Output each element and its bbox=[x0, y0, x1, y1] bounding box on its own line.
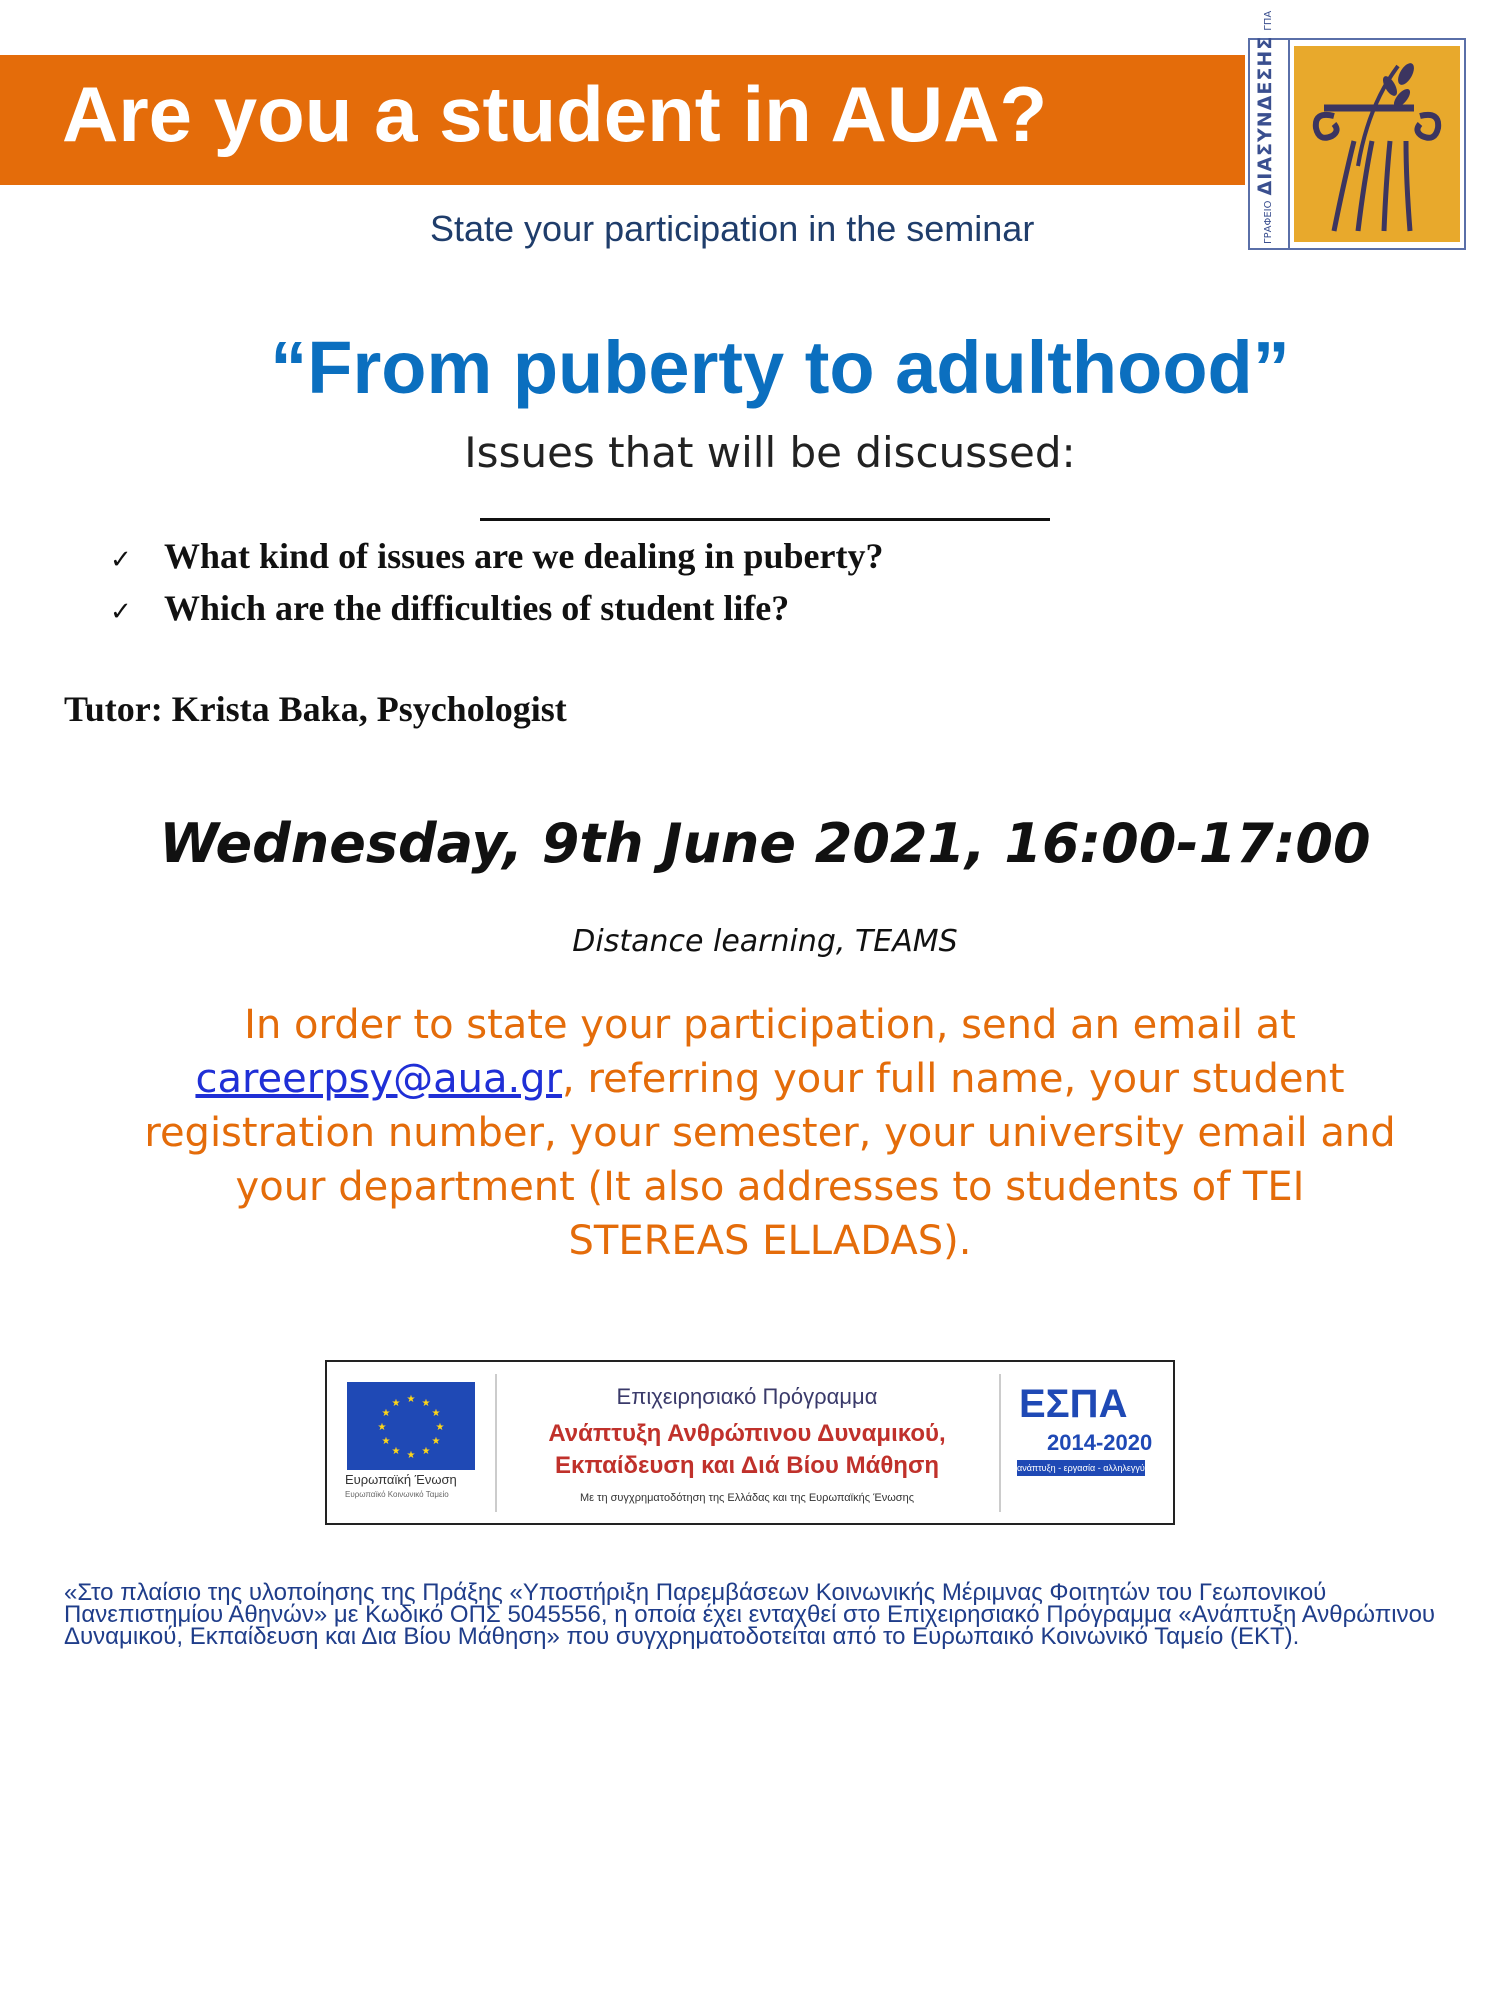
svg-text:★: ★ bbox=[406, 1394, 416, 1405]
svg-text:★: ★ bbox=[381, 1436, 391, 1447]
heading-underline bbox=[480, 518, 1050, 521]
ionic-column-svg bbox=[1294, 46, 1460, 242]
seminar-title: “From puberty to adulthood” bbox=[270, 326, 1290, 409]
eu-label: Ευρωπαϊκή Ένωση bbox=[345, 1472, 457, 1487]
logo-small-bottom-text: ΓΠΑ bbox=[1263, 10, 1274, 31]
svg-text:★: ★ bbox=[381, 1408, 391, 1419]
op-name: Ανάπτυξη Ανθρώπινου Δυναμικού, Εκπαίδευση και Διά Βίου Μάθηση bbox=[548, 1420, 946, 1479]
logo-vertical-text: ΔΙΑΣΥΝΔΕΣΗΣ bbox=[1254, 35, 1276, 196]
svg-text:★: ★ bbox=[391, 1398, 401, 1409]
instructions-end: , referring your full name, your student registration number, your semester, your university email and your department (It also addresses to students of TEI STEREAS ELLADAS). bbox=[144, 1056, 1396, 1264]
issue-text: What kind of issues are we dealing in puberty? bbox=[164, 536, 884, 576]
funding-banner bbox=[325, 1360, 1175, 1525]
tutor-line: Tutor: Krista Baka, Psychologist bbox=[64, 689, 567, 729]
svg-text:★: ★ bbox=[435, 1422, 445, 1433]
svg-text:★: ★ bbox=[421, 1398, 431, 1409]
issues-heading: Issues that will be discussed: bbox=[464, 428, 1076, 477]
eu-flag-icon bbox=[347, 1382, 475, 1470]
event-datetime: Wednesday, 9th June 2021, 16:00-17:00 bbox=[159, 812, 1371, 875]
check-icon: ✓ bbox=[110, 597, 132, 627]
espa-years: 2014-2020 bbox=[1047, 1430, 1153, 1455]
svg-text:★: ★ bbox=[421, 1446, 431, 1457]
event-location: Distance learning, TEAMS bbox=[572, 924, 958, 959]
eu-sublabel: Ευρωπαϊκό Κοινωνικό Ταμείο bbox=[345, 1490, 449, 1499]
svg-text:★: ★ bbox=[431, 1436, 441, 1447]
divider bbox=[999, 1374, 1001, 1512]
svg-text:★: ★ bbox=[431, 1408, 441, 1419]
career-office-logo bbox=[1248, 10, 1466, 250]
svg-text:★: ★ bbox=[406, 1450, 416, 1461]
page-subtitle: State your participation in the seminar bbox=[430, 208, 1035, 249]
issue-text: Which are the difficulties of student life? bbox=[164, 588, 790, 628]
page-title: Are you a student in AUA? bbox=[62, 70, 1048, 158]
participation-instructions bbox=[140, 998, 1400, 1268]
instructions-start: In order to state your participation, send an email at bbox=[244, 1002, 1296, 1048]
list-item bbox=[110, 582, 883, 634]
op-note: Με τη συγχρηματοδότηση της Ελλάδας και της Ευρωπαϊκής Ένωσης bbox=[579, 1492, 915, 1504]
svg-text:★: ★ bbox=[377, 1422, 387, 1433]
check-icon: ✓ bbox=[110, 545, 132, 575]
ionic-column-icon bbox=[1294, 46, 1460, 242]
op-title: Επιχειρησιακό Πρόγραμμα bbox=[616, 1384, 878, 1409]
espa-tagline: ανάπτυξη - εργασία - αλληλεγγύη bbox=[1017, 1460, 1145, 1476]
eu-stars-svg bbox=[347, 1382, 475, 1470]
logo-small-top-text: ΓΡΑΦΕΙΟ bbox=[1263, 200, 1274, 244]
list-item bbox=[110, 530, 883, 582]
logo-text-strip bbox=[1250, 10, 1290, 248]
espa-logo: ΕΣΠΑ bbox=[1019, 1382, 1128, 1426]
svg-text:★: ★ bbox=[391, 1446, 401, 1457]
issues-list bbox=[110, 530, 883, 634]
email-link[interactable]: careerpsy@aua.gr bbox=[195, 1056, 563, 1102]
funding-footnote: «Στο πλαίσιο της υλοποίησης της Πράξης «Υποστήριξη Παρεμβάσεων Κοινωνικής Μέριμνας Φοιτητών του Γεωπονικού Πανεπιστημίου Αθηνών» με Κωδικό ΟΠΣ 5045556, η οποία έχει ενταχθεί στο Επιχειρησιακό Πρόγραμμα «Ανάπτυξη Ανθρώπινου Δυναμικού, Εκπαίδευση και Δια Βίου Μάθηση» που συγχρηματοδοτείται από το Ευρωπαικό Κοινωνικό Ταμείο (ΕΚΤ). bbox=[64, 1579, 1436, 1650]
